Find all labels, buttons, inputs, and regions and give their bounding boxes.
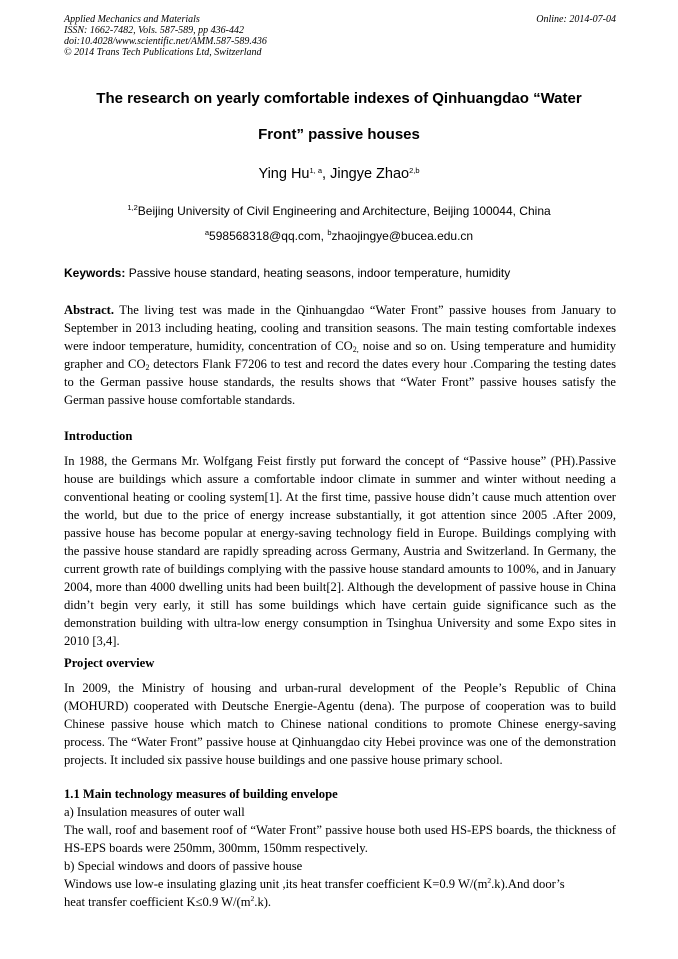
item-label-windows: b) Special windows and doors of passive house: [64, 859, 303, 873]
email-link[interactable]: zhaojingye@bucea.edu.cn: [331, 229, 474, 243]
insulation-paragraph: The wall, roof and basement roof of “Water Front” passive house both used HS-EPS boards, the thickness of HS-EPS boards were 250mm, 300mm, 150mm respectively.: [64, 823, 616, 855]
author-separator: ,: [322, 166, 331, 182]
windows-text: .k).: [254, 895, 272, 909]
affiliation-text: Beijing University of Civil Engineering and Architecture, Beijing 100044, China: [137, 204, 551, 218]
author-superscript: 2,b: [409, 166, 420, 175]
email-superscript: b: [327, 228, 332, 237]
issn-line: ISSN: 1662-7482, Vols. 587-589, pp 436-442: [64, 25, 244, 36]
abstract-text: noise and so on. Using temperature and humidity grapher and CO: [64, 339, 617, 371]
windows-text-line: [64, 875, 616, 893]
section-heading-introduction: Introduction: [64, 429, 133, 443]
keywords: [64, 266, 616, 280]
author-list: [0, 166, 678, 182]
abstract-text: detectors Flank F7206 to test and record the dates every hour .Comparing the testing dates to the German passive house standards, the results shows that “Water Front” passive houses satisfy the German passive house comfortable standards.: [64, 357, 616, 407]
superscript: 2: [487, 876, 492, 885]
abstract-label: Abstract.: [64, 303, 115, 317]
keywords-text: Passive house standard, heating seasons, indoor temperature, humidity: [125, 266, 511, 280]
subsection-heading: 1.1 Main technology measures of building envelope: [64, 787, 338, 801]
subscript: 2: [145, 363, 150, 372]
doi-line: doi:10.4028/www.scientific.net/AMM.587-589.436: [64, 36, 267, 47]
abstract-text: The living test was made in the Qinhuangdao “Water Front” passive houses from January to September in 2013 including heating, cooling and transition seasons. The main testing comfortable indexes were indoor temperature, humidity, concentration of CO: [64, 303, 616, 353]
subscript: 2,: [352, 345, 359, 354]
affiliation: [0, 204, 678, 218]
abstract-paragraph: [64, 301, 616, 409]
item-label-insulation: a) Insulation measures of outer wall: [64, 805, 245, 819]
author-name: Ying Hu: [258, 166, 310, 182]
windows-text: Windows use low-e insulating glazing unit ,its heat transfer coefficient K=0.9 W/(m: [64, 877, 488, 891]
paper-title-line-1: The research on yearly comfortable indexes of Qinhuangdao “Water: [96, 90, 582, 107]
windows-text: .k).And door’s: [491, 877, 565, 891]
journal-name: Applied Mechanics and Materials: [64, 14, 200, 25]
project-overview-paragraph: In 2009, the Ministry of housing and urban-rural development of the People’s Republic of China (MOHURD) cooperated with Deutsche Energie-Agentu (dena). The purpose of cooperation was to build Chinese passive house which match to Chinese national conditions to promote Chinese energy-saving process. The “Water Front” passive house at Qinhuangdao city Hebei province was one of the demonstration projects. It included six passive house buildings and one passive house primary school.: [64, 681, 616, 767]
affiliation-superscript: 1,2: [127, 203, 138, 212]
online-date: Online: 2014-07-04: [536, 14, 616, 25]
email-superscript: a: [204, 228, 210, 237]
windows-text: heat transfer coefficient K≤0.9 W/(m: [64, 895, 251, 909]
section-heading-project-overview: Project overview: [64, 656, 155, 670]
windows-text-line: [64, 893, 616, 911]
copyright-line: © 2014 Trans Tech Publications Ltd, Switzerland: [64, 47, 262, 58]
author-emails: [0, 229, 678, 243]
introduction-paragraph: In 1988, the Germans Mr. Wolfgang Feist firstly put forward the concept of “Passive house” (PH).Passive house are buildings which assure a comfortable indoor climate in summer and winter without needing a conventional heating or cooling system[1]. At the first time, passive house didn’t cause much attention over the world, but due to the price of energy increase substantially, it got attention since 2005 .After 2009, passive house has become popular at energy-saving technology field in Europe. Buildings complying with the passive house standard are rapidly spreading across Germany, Austria and Switzerland. In Germany, the current growth rate of buildings complying with the passive house standard amounts to 100%, and in January 2004, more than 4000 dwelling units had been built[2]. Although the development of passive house in China didn’t begin very early, it still has some buildings which have certain guide significance such as the demonstration building with ultra-low energy consumption in Tsinghua University and some Expo sites in 2010 [3,4].: [64, 454, 616, 648]
author-name: Jingye Zhao: [330, 166, 410, 182]
paper-title-line-2: Front” passive houses: [258, 126, 420, 143]
author-superscript: 1, a: [309, 166, 323, 175]
keywords-label: Keywords:: [64, 266, 126, 280]
journal-header: [64, 14, 616, 58]
email-link[interactable]: 598568318@qq.com,: [209, 229, 328, 243]
superscript: 2: [250, 894, 255, 903]
